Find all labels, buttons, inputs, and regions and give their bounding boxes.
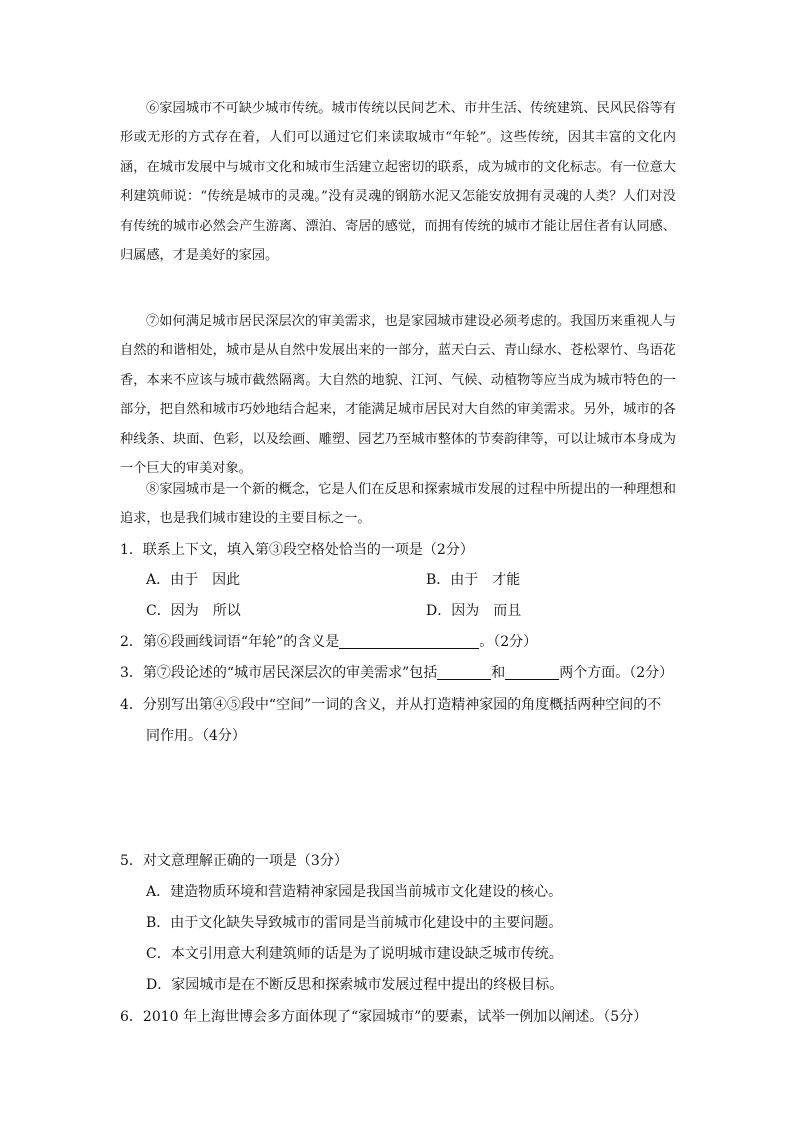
question-1-option-c[interactable]: C．因为 所以 xyxy=(146,603,241,619)
question-2-answer-blank[interactable] xyxy=(339,632,479,649)
question-4-line-2: 同作用。（4分） xyxy=(146,728,246,744)
passage-paragraph-7: ⑦如何满足城市居民深层次的审美需求，也是家园城市建设必须考虑的。我国历来重视人与自然的和谐相处，城市是从自然中发展出来的一部分，蓝天白云、青山绿水、苍松翠竹、鸟语花香，本来不应该与城市截然隔离。大自然的地貌、江河、气候、动植物等应当成为城市特色的一部分，把自然和城市巧妙地结合起来，才能满足城市居民对大自然的审美需求。另外，城市的各种线条、块面、色彩，以及绘画、雕塑、园艺乃至城市整体的节奏韵律等，可以让城市本身成为一个巨大的审美对象。 xyxy=(120,314,676,477)
question-2-score: 。（2分） xyxy=(479,634,538,650)
passage-paragraph-6: ⑥家园城市不可缺少城市传统。城市传统以民间艺术、市井生活、传统建筑、民风民俗等有形或无形的方式存在着，人们可以通过它们来读取城市“年轮”。这些传统，因其丰富的文化内涵，在城市发展中与城市文化和城市生活建立起密切的联系，成为城市的文化标志。有一位意大利建筑师说：“传统是城市的灵魂。”没有灵魂的钢筋水泥又怎能安放拥有灵魂的人类？人们对没有传统的城市必然会产生游离、漂泊、寄居的感觉，而拥有传统的城市才能让居住者有认同感、归属感，才是美好的家园。 xyxy=(120,101,676,264)
question-4-line-1: 4．分别写出第④⑤段中“空间”一词的含义，并从打造精神家园的角度概括两种空间的不 xyxy=(120,697,662,713)
question-2-prompt: 2．第⑥段画线词语“年轮”的含义是 xyxy=(120,634,340,650)
question-3-score: 两个方面。（2分） xyxy=(559,665,674,681)
question-1-option-b[interactable]: B．由于 才能 xyxy=(426,572,521,588)
question-6-stem: 6．2010 年上海世博会多方面体现了“家园城市”的要素，试举一例加以阐述。（5分） xyxy=(120,1009,648,1025)
question-3-answer-blank-2[interactable] xyxy=(505,663,559,680)
question-1-option-a[interactable]: A．由于 因此 xyxy=(146,572,241,588)
question-5-stem: 5．对文意理解正确的一项是（3分） xyxy=(120,853,348,869)
question-5-option-b[interactable]: B．由于文化缺失导致城市的雷同是当前城市化建设中的主要问题。 xyxy=(146,915,563,931)
question-3 xyxy=(120,658,680,688)
question-5-option-a[interactable]: A．建造物质环境和营造精神家园是我国当前城市文化建设的核心。 xyxy=(146,884,563,900)
question-5-option-d[interactable]: D．家园城市是在不断反思和探索城市发展过程中提出的终极目标。 xyxy=(146,977,564,993)
question-3-connector: 和 xyxy=(491,665,506,681)
question-1-stem: 1．联系上下文，填入第③段空格处恰当的一项是（2分） xyxy=(120,542,474,558)
question-2 xyxy=(120,627,680,657)
question-3-answer-blank-1[interactable] xyxy=(437,663,491,680)
passage-paragraph-8: ⑧家园城市是一个新的概念，它是人们在反思和探索城市发展的过程中所提出的一种理想和追求，也是我们城市建设的主要目标之一。 xyxy=(120,482,676,527)
question-1-option-d[interactable]: D．因为 而且 xyxy=(426,603,522,619)
question-5-option-c[interactable]: C．本文引用意大利建筑师的话是为了说明城市建设缺乏城市传统。 xyxy=(146,946,563,962)
question-3-prompt: 3．第⑦段论述的“城市居民深层次的审美需求”包括 xyxy=(120,665,438,681)
